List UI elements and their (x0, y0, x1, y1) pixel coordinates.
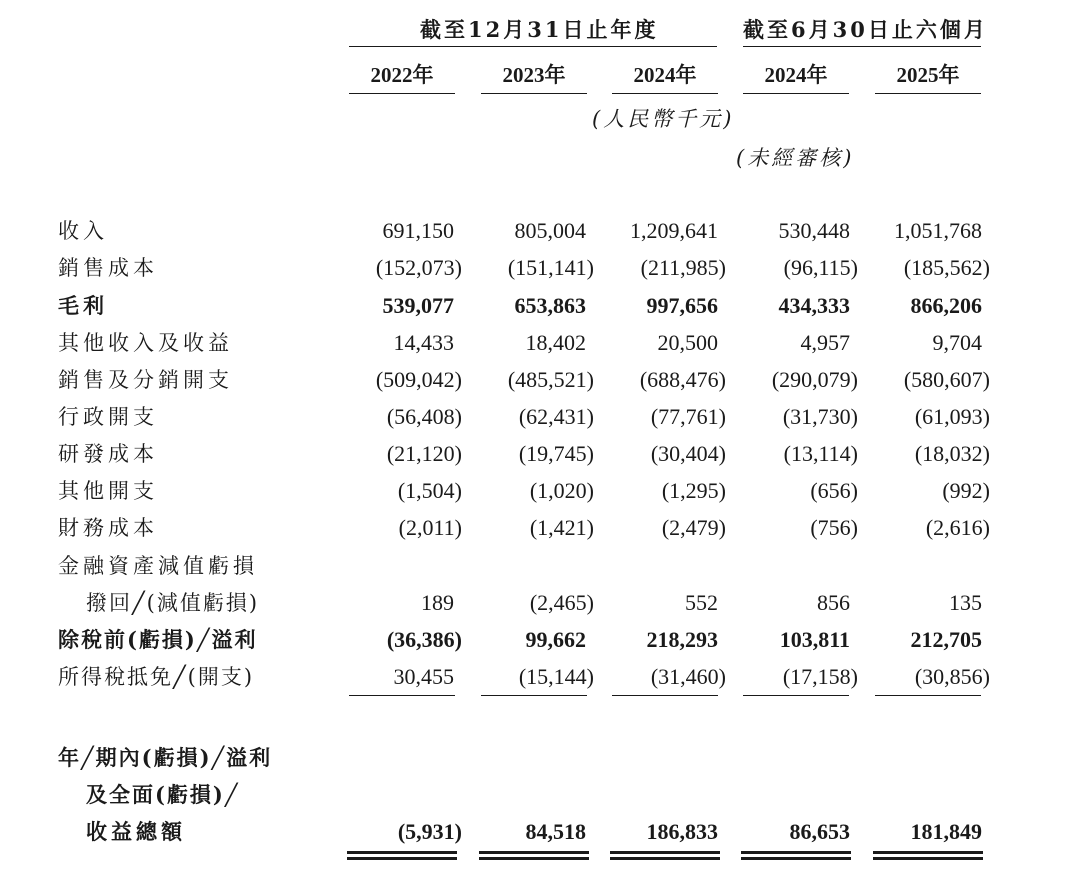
table-cell: (485,521) (507, 367, 594, 392)
table-cell: 20,500 (657, 330, 718, 355)
table-cell: (61,093) (914, 404, 990, 429)
total-double-rule (347, 851, 457, 860)
table-cell: (13,114) (783, 441, 858, 466)
table-cell: 434,333 (778, 293, 850, 318)
table-cell: 4,957 (800, 330, 850, 355)
row-label-impairment: 金融資產減值虧損 (58, 554, 258, 578)
table-cell: (77,761) (650, 404, 726, 429)
table-cell: 691,150 (382, 218, 454, 243)
total-double-rule (610, 851, 720, 860)
year-rule (612, 93, 718, 94)
row-label-revenue: 收入 (58, 219, 108, 243)
table-cell: 856 (817, 590, 850, 615)
table-cell: (18,032) (914, 441, 990, 466)
table-cell: 103,811 (779, 627, 850, 652)
table-cell: 135 (949, 590, 982, 615)
table-cell: (1,504) (397, 478, 462, 503)
table-cell: 9,704 (932, 330, 982, 355)
table-cell: 805,004 (514, 218, 586, 243)
table-cell: 1,209,641 (630, 218, 718, 243)
table-cell: (31,460) (650, 664, 726, 689)
subtotal-rule (612, 695, 718, 696)
row-label-impairment-line2: 撥回╱(減值虧損) (86, 591, 260, 615)
table-cell: (2,011) (398, 515, 462, 540)
table-cell: (2,616) (925, 515, 990, 540)
half-header-rule (743, 46, 981, 47)
table-cell: (1,421) (529, 515, 594, 540)
subtotal-rule (481, 695, 587, 696)
year-header-2024-half: 2024年 (764, 63, 828, 87)
row-label-income-tax: 所得稅抵免╱(開支) (58, 665, 255, 689)
table-cell: 30,455 (393, 664, 454, 689)
subtotal-rule (743, 695, 849, 696)
total-double-rule (873, 851, 983, 860)
row-label-total-comprehensive-line3: 收益總額 (86, 819, 186, 844)
table-cell: 866,206 (910, 293, 982, 318)
row-label-cost-of-sales: 銷售成本 (58, 256, 158, 280)
total-double-rule (741, 851, 851, 860)
row-label-rnd-costs: 研發成本 (58, 442, 158, 466)
table-cell: (509,042) (375, 367, 462, 392)
table-cell: (62,431) (518, 404, 594, 429)
table-cell: (30,856) (914, 664, 990, 689)
total-double-rule (479, 851, 589, 860)
year-header-2023: 2023年 (502, 63, 566, 87)
table-cell: (152,073) (375, 255, 462, 280)
table-cell: 84,518 (525, 819, 586, 844)
table-cell: 530,448 (778, 218, 850, 243)
table-cell: (36,386) (386, 627, 462, 652)
table-cell: (656) (810, 478, 858, 503)
table-cell: (31,730) (782, 404, 858, 429)
period-annual-header: 截至12月31日止年度 (420, 17, 659, 42)
table-cell: 997,656 (646, 293, 718, 318)
table-cell: (2,479) (661, 515, 726, 540)
unit-note: (人民幣千元) (592, 107, 735, 131)
table-cell: (19,745) (518, 441, 594, 466)
table-cell: (1,020) (529, 478, 594, 503)
table-cell: (17,158) (782, 664, 858, 689)
table-cell: (580,607) (903, 367, 990, 392)
year-header-2022: 2022年 (370, 63, 434, 87)
table-cell: (151,141) (507, 255, 594, 280)
table-cell: 653,863 (514, 293, 586, 318)
row-label-selling-expenses: 銷售及分銷開支 (58, 368, 233, 392)
row-label-other-income: 其他收入及收益 (58, 331, 233, 355)
year-rule (875, 93, 981, 94)
row-label-admin-expenses: 行政開支 (58, 405, 158, 429)
row-label-profit-before-tax: 除稅前(虧損)╱溢利 (58, 627, 258, 652)
subtotal-rule (349, 695, 455, 696)
row-label-total-comprehensive-line2: 及全面(虧損)╱ (86, 782, 240, 807)
table-cell: 552 (685, 590, 718, 615)
table-cell: (2,465) (529, 590, 594, 615)
table-cell: 218,293 (646, 627, 718, 652)
table-cell: (756) (810, 515, 858, 540)
table-cell: 539,077 (382, 293, 454, 318)
year-rule (349, 93, 455, 94)
table-cell: 181,849 (910, 819, 982, 844)
table-cell: (30,404) (650, 441, 726, 466)
row-label-total-comprehensive: 年╱期內(虧損)╱溢利 (58, 745, 273, 770)
year-header-2025-half: 2025年 (896, 63, 960, 87)
table-cell: 186,833 (646, 819, 718, 844)
table-cell: 1,051,768 (894, 218, 982, 243)
annual-header-rule (349, 46, 717, 47)
year-rule (743, 93, 849, 94)
row-label-finance-costs: 財務成本 (58, 516, 158, 540)
table-cell: (211,985) (640, 255, 726, 280)
table-cell: 212,705 (910, 627, 982, 652)
year-header-2024: 2024年 (633, 63, 697, 87)
year-rule (481, 93, 587, 94)
table-cell: (290,079) (771, 367, 858, 392)
subtotal-rule (875, 695, 981, 696)
table-cell: 14,433 (393, 330, 454, 355)
table-cell: (15,144) (518, 664, 594, 689)
table-cell: (96,115) (783, 255, 858, 280)
table-cell: (185,562) (903, 255, 990, 280)
table-cell: (688,476) (639, 367, 726, 392)
table-cell: (992) (942, 478, 990, 503)
table-cell: 99,662 (525, 627, 586, 652)
table-cell: 86,653 (789, 819, 850, 844)
table-cell: 18,402 (525, 330, 586, 355)
table-cell: (56,408) (386, 404, 462, 429)
row-label-other-expenses: 其他開支 (58, 479, 158, 503)
table-cell: 189 (421, 590, 454, 615)
table-cell: (5,931) (397, 819, 462, 844)
row-label-gross-profit: 毛利 (58, 293, 108, 318)
table-cell: (1,295) (661, 478, 726, 503)
period-half-header: 截至6月30日止六個月 (743, 17, 988, 42)
table-cell: (21,120) (386, 441, 462, 466)
unaudited-note: (未經審核) (736, 146, 855, 170)
